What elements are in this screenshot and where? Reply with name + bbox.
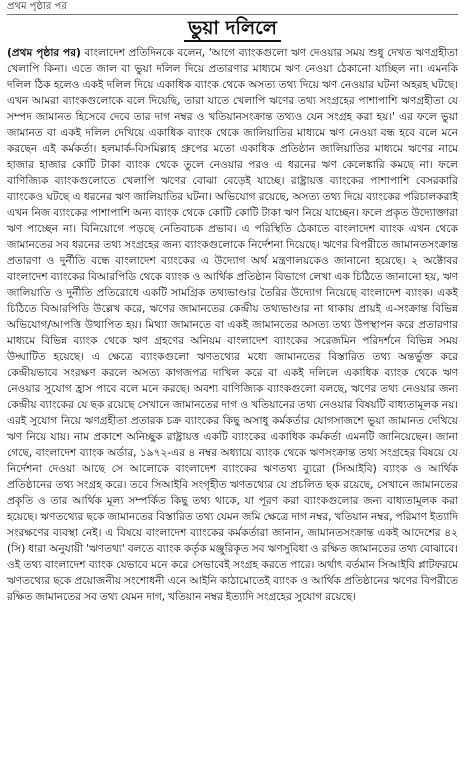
article-body — [7, 45, 458, 745]
headline-text: ভুয়া দলিলে — [184, 17, 281, 42]
previous-article-strip: প্রথম পৃষ্ঠার পর — [7, 0, 458, 15]
continuation-label: (প্রথম পৃষ্ঠার পর) — [7, 46, 81, 59]
article-headline — [7, 17, 458, 42]
article-text: বাংলাদেশ প্রতিদিনকে বলেন, 'আগে ব্যাংকগুলো ঋণ দেওয়ার সময় শুধু দেখত ঋণগ্রহীতা খেলাপি কিনা। এতে জাল বা ভুয়া দলিল দিয়ে প্রতারণার মাধ্যমে ঋণ নেওয়া ঠেকানো যাচ্ছিল না। এমনকি দলিল ঠিক হলেও একই দলিল দিয়ে একাধিক ব্যাংক থেকে অসত্য তথ্য দিয়ে ঋণ নেওয়ার ঘটনা অহরহ ঘটছে। এখন আমরা ব্যাংকগুলোকে বলে দিয়েছি, তারা যাতে খেলাপি ঋণের তথ্য সংগ্রহের পাশাপাশি ঋণগ্রহীতা যে সম্পদ জামানত হিসেবে দেবে তার দাগ নম্বর ও খতিয়ানসংক্রান্ত তথ্যও যেন সংগ্রহ করা হয়।' এর ফলে ভুয়া জামানত বা একই দলিল দেখিয়ে একাধিক ব্যাংক থেকে জালিয়াতির মাধ্যমে ঋণ নেওয়া বন্ধ হবে বলে মনে করছেন এই কর্মকর্তা। হলমার্ক-বিসমিল্লাহ গ্রুপের মতো একাধিক প্রতিষ্ঠান জালিয়াতির মাধ্যমে ঋণের নামে হাজার হাজার কোটি টাকা ব্যাংক থেকে তুলে নেওয়ার পরও এ ধরনের ঋণ কেলেঙ্কারি কমছে না। ফলে বাণিজ্যিক ব্যাংকগুলোতে খেলাপি ঋণের বোঝা বেড়েই যাচ্ছে। রাষ্ট্রায়ত্ত ব্যাংকের পাশাপাশি বেসরকারি ব্যাংকেও ঘটছে এ ধরনের ঋণ জালিয়াতির ঘটনা। অভিযোগ রয়েছে, অসত্য তথ্য দিয়ে ব্যাংকের পরিচালকরাই এখন নিজ ব্যাংকের পাশাপাশি অন্য ব্যাংক থেকে কোটি কোটি টাকা ঋণ নিয়ে যাচ্ছেন। ফলে প্রকৃত উদ্যোক্তারা ঋণ পাচ্ছেন না। বিনিয়োগে পড়ছে নেতিবাচক প্রভাব। এ পরিস্থিতি ঠেকাতে বাংলাদেশ ব্যাংক এখন থেকে জামানতের সব ধরনের তথ্য সংগ্রহের জন্য ব্যাংকগুলোকে নির্দেশনা দিয়েছে। ঋণের বিপরীতে জামানতসংক্রান্ত প্রতারণা ও দুর্নীতি বন্ধে বাংলাদেশ ব্যাংকের এ উদ্যোগ অর্থ মন্ত্রণালয়কেও জানানো হয়েছে। ২ অক্টোবর বাংলাদেশ ব্যাংকের বিআরপিডি থেকে ব্যাংক ও আর্থিক প্রতিষ্ঠান বিভাগে লেখা এক চিঠিতে জানানো হয়, ঋণ জালিয়াতি ও দুর্নীতি প্রতিরোধে একটি সামগ্রিক তথ্যভাণ্ডার তৈরির উদ্যোগ নিয়েছে বাংলাদেশ ব্যাংক। একই চিঠিতে বিআরপিডি উল্লেখ করে, ঋণের জামানতের কেন্দ্রীয় তথ্যভাণ্ডার না থাকায় প্রায়ই এ-সংক্রান্ত বিভিন্ন অভিযোগ/আপত্তি উত্থাপিত হয়। মিথ্যা জামানতে বা একই জামানতের অসত্য তথ্য উপস্থাপন করে প্রতারণার মাধ্যমে বিভিন্ন ব্যাংক থেকে ঋণ গ্রহণের অনিয়ম বাংলাদেশ ব্যাংকের সরেজমিন পরিদর্শনে বিভিন্ন সময় উদ্ঘাটিত হয়েছে। এ ক্ষেত্রে ব্যাংকগুলো ঋণতথ্যের মধ্যে জামানতের বিস্তারিত তথ্য অন্তর্ভুক্ত করে কেন্দ্রীয়ভাবে সংরক্ষণ করলে অসত্য কাগজপত্র দাখিল করে বা একই দলিলে একাধিক ব্যাংক থেকে ঋণ নেওয়ার সুযোগ হ্রাস পাবে বলে মনে করছে। অবশ্য বাণিজ্যিক ব্যাংকগুলো বলছে, ঋণের তথ্য নেওয়ার জন্য কেন্দ্রীয় ব্যাংকের যে ছক রয়েছে সেখানে জামানতের দাগ ও খতিয়ানের তথ্য নেওয়ার বিষয়টি বাধ্যতামূলক নয়। এরই সুযোগ নিয়ে ঋণগ্রহীতা প্রতারক চক্র ব্যাংকের কিছু অসাধু কর্মকর্তার যোগসাজশে ভুয়া জামানত দেখিয়ে ঋণ নিয়ে যায়। নাম প্রকাশে অনিচ্ছুক রাষ্ট্রায়ত্ত একটি ব্যাংকের একাধিক কর্মকর্তা এমনটি জানিয়েছেন। জানা গেছে, বাংলাদেশ ব্যাংক অর্ডার, ১৯৭২-এর ৪ নম্বর অধ্যায়ে ব্যাংক থেকে ঋণসংক্রান্ত তথ্য সংগ্রহের বিষয়ে যে নির্দেশনা দেওয়া আছে সে আলোকে বাংলাদেশ ব্যাংকের ঋণতথ্য ব্যুরো (সিআইবি) ব্যাংক ও আর্থিক প্রতিষ্ঠানের তথ্য সংগ্রহ করে। তবে সিআইবি সংগৃহীত ঋণতথ্যের যে প্রচলিত ছক রয়েছে, সেখানে জামানতের প্রকৃতি ও তার আর্থিক মূল্য সম্পর্কিত কিছু তথ্য থাকে, যা পূরণ করা ব্যাংকগুলোর জন্য বাধ্যতামূলক করা হয়েছে। ঋণতথ্যের ছকে জামানতের বিস্তারিত তথ্য যেমন জমি ক্ষেত্রে দাগ নম্বর, খতিয়ান নম্বর, পরিমাণ ইত্যাদি সংরক্ষণের ব্যবস্থা নেই। এ বিষয়ে বাংলাদেশ ব্যাংকের কর্মকর্তারা জানান, জামানতসংক্রান্ত একই আদেশের ৪২ (সি) ধারা অনুযায়ী 'ঋণতথ্য' বলতে ব্যাংক কর্তৃক মঞ্জুরিকৃত সব ঋণসুবিধা ও রক্ষিত জামানতের তথ্য বোঝাবে। ওই তথ্য বাংলাদেশ ব্যাংক যেভাবে মনে করে সেভাবেই সংগ্রহ করতে পারে। অর্থাৎ বর্তমান সিআইবি প্লাটফরমে ঋণতথ্যের ছকে প্রয়োজনীয় সংশোধনী এনে আইনি কাঠামোতেই ব্যাংক ও আর্থিক প্রতিষ্ঠানের ঋণের বিপরীতে রক্ষিত জামানতের সব তথ্য যেমন দাগ, খতিয়ান নম্বর ইত্যাদি সংগ্রহের সুযোগ রয়েছে। — [7, 46, 458, 603]
